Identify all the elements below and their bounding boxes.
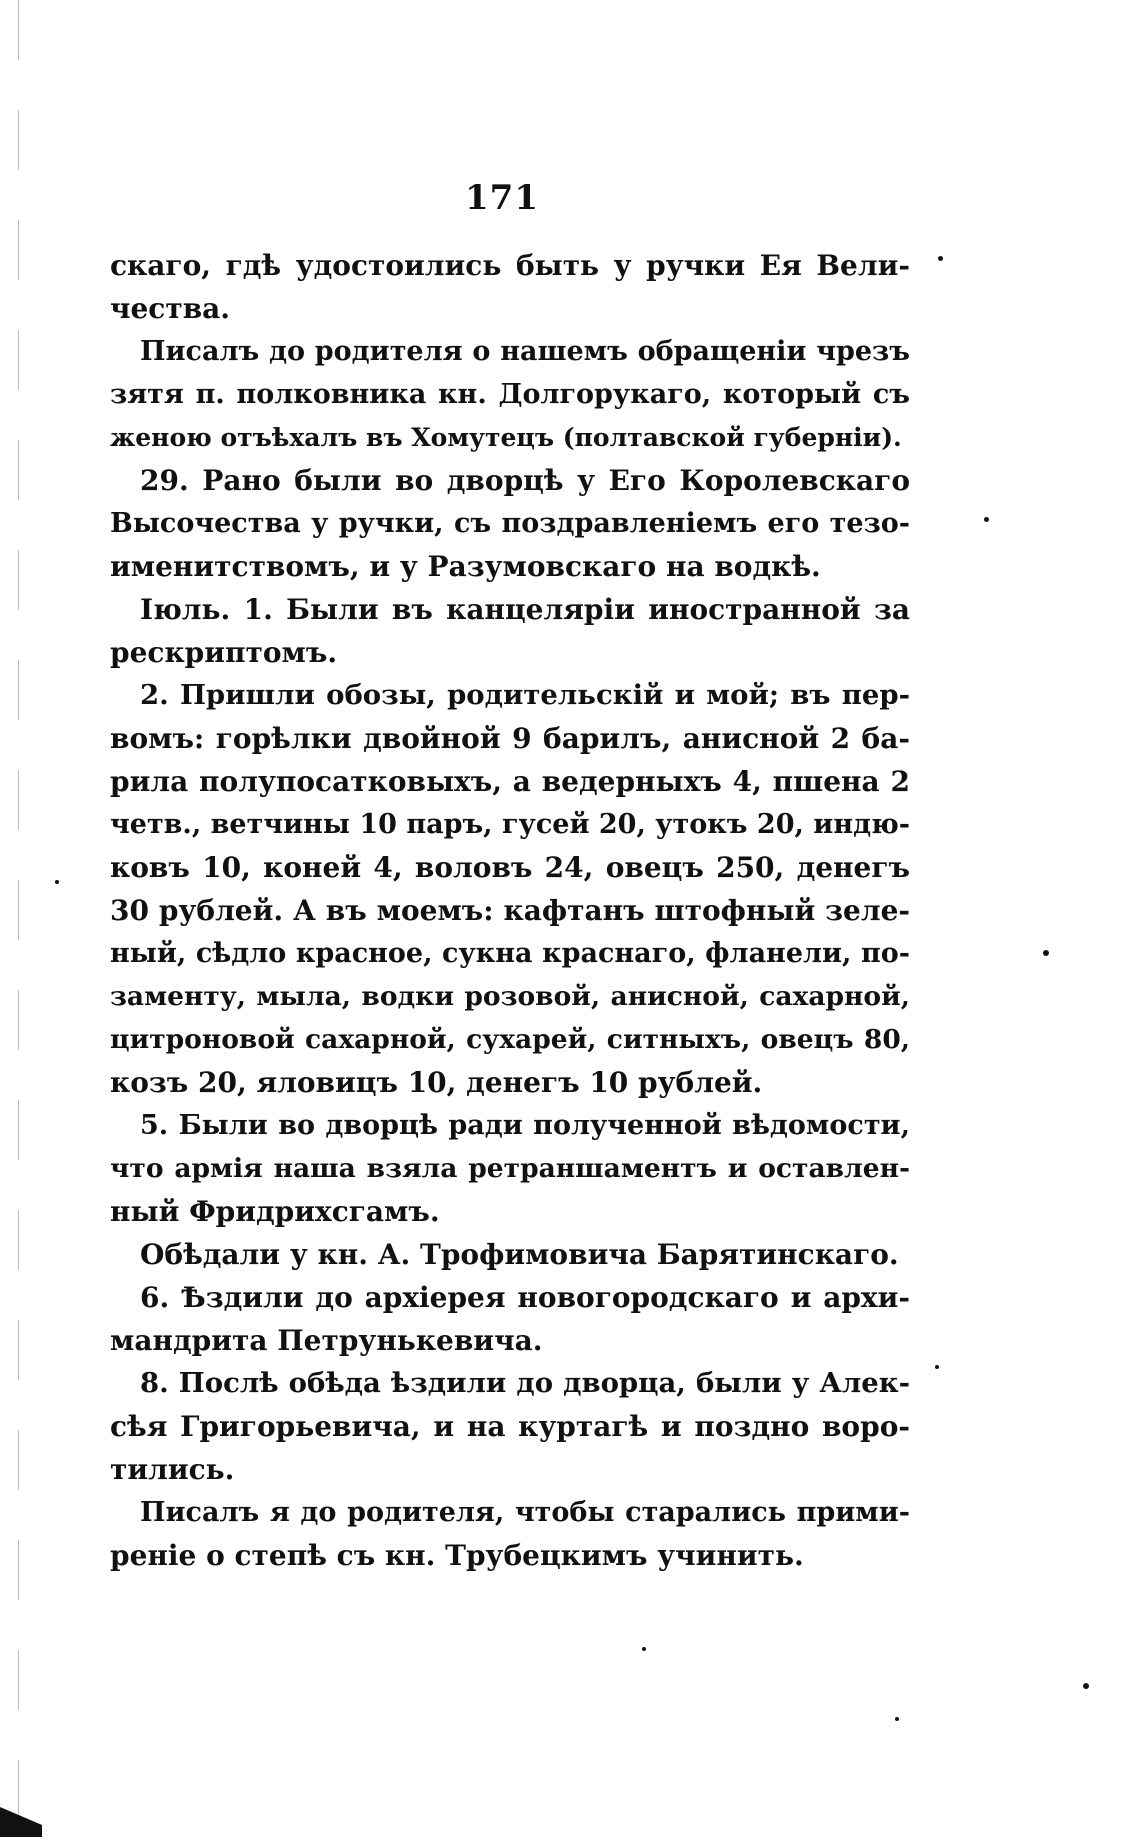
- scan-speck: [55, 880, 59, 884]
- text-line: тились.: [110, 1453, 235, 1486]
- text-line: женою отъѣхалъ въ Хомутецъ (полтавской губерніи).: [110, 423, 902, 452]
- text-line: Обѣдали у кн. А. Трофимовича Барятинскаго.: [140, 1238, 899, 1271]
- scan-speck: [642, 1647, 646, 1651]
- text-line: 2. Пришли обозы, родительскій и мой; въ пер-: [140, 679, 910, 711]
- text-line: сѣя Григорьевича, и на куртагѣ и поздно воро-: [110, 1410, 910, 1443]
- text-line: четв., ветчины 10 паръ, гусей 20, утокъ 20, индю-: [110, 809, 910, 840]
- text-line: рескриптомъ.: [110, 636, 338, 669]
- text-line: 8. Послѣ обѣда ѣздили до дворца, были у Алек-: [140, 1367, 910, 1399]
- scan-speck: [895, 1717, 899, 1721]
- text-line: зятя п. полковника кн. Долгорукаго, который съ: [110, 379, 910, 410]
- scan-speck: [1083, 1683, 1089, 1689]
- scan-speck: [984, 517, 989, 522]
- text-line: 29. Рано были во дворцѣ у Его Королевскаго: [140, 464, 910, 497]
- scan-speck: [935, 1365, 939, 1369]
- scan-speck: [938, 256, 943, 261]
- text-line: скаго, гдѣ удостоились быть у ручки Ея Вели-: [110, 249, 910, 282]
- scan-edge-line: [18, 0, 19, 1841]
- text-line: ный, сѣдло красное, сукна краснаго, фланели, по-: [110, 938, 910, 969]
- text-line: ковъ 10, коней 4, воловъ 24, овецъ 250, денегъ: [110, 851, 910, 884]
- text-line: чества.: [110, 292, 231, 325]
- text-line: козъ 20, яловицъ 10, денегъ 10 рублей.: [110, 1066, 763, 1099]
- text-line: заменту, мыла, водки розовой, анисной, сахарной,: [110, 981, 910, 1012]
- page-corner-mark: [0, 1807, 42, 1837]
- text-line: что армія наша взяла ретраншаментъ и оставлен-: [110, 1153, 910, 1184]
- page-number: 171: [465, 178, 539, 218]
- text-line: Іюль. 1. Были въ канцеляріи иностранной за: [140, 593, 910, 626]
- text-line: именитствомъ, и у Разумовскаго на водкѣ.: [110, 550, 821, 583]
- text-line: 6. Ѣздили до архіерея новогородскаго и архи-: [140, 1281, 910, 1314]
- text-line: 30 рублей. А въ моемъ: кафтанъ штофный зеле-: [110, 894, 910, 927]
- text-line: Писалъ я до родителя, чтобы старались прими-: [140, 1497, 910, 1528]
- text-line: Высочества у ручки, съ поздравленіемъ его тезо-: [110, 508, 910, 539]
- text-line: реніе о степѣ съ кн. Трубецкимъ учинить.: [110, 1539, 804, 1572]
- text-line: цитроновой сахарной, сухарей, ситныхъ, овецъ 80,: [110, 1024, 910, 1055]
- text-line: 5. Были во дворцѣ ради полученной вѣдомости,: [140, 1110, 910, 1141]
- scan-speck: [1043, 950, 1049, 956]
- text-line: рила полупосатковыхъ, а ведерныхъ 4, пшена 2: [110, 765, 910, 798]
- page-text-block: [110, 244, 910, 1577]
- text-line: мандрита Петрунькевича.: [110, 1324, 543, 1357]
- text-line: Писалъ до родителя о нашемъ обращеніи чрезъ: [140, 336, 910, 367]
- text-line: ный Фридрихсгамъ.: [110, 1195, 440, 1228]
- text-line: вомъ: горѣлки двойной 9 барилъ, анисной 2 ба-: [110, 722, 910, 755]
